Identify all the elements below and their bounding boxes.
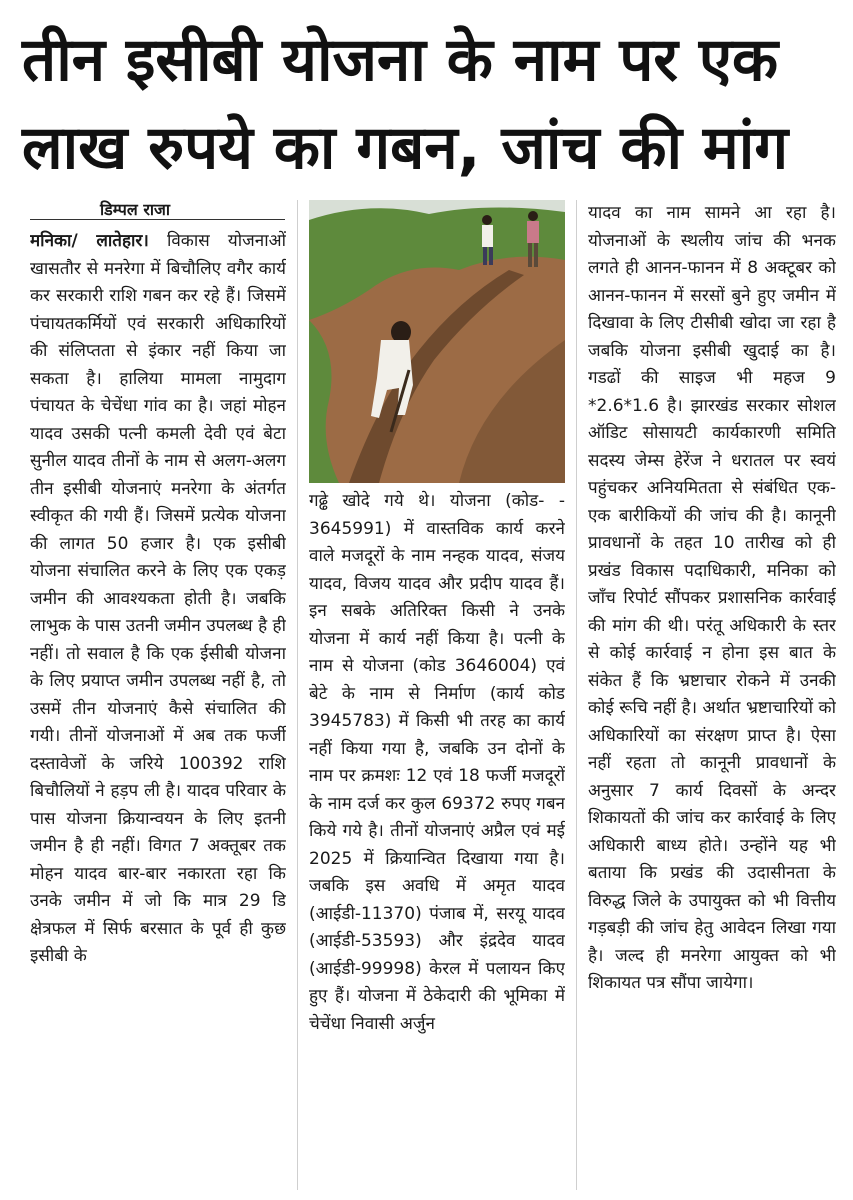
photo-illustration <box>309 200 565 483</box>
byline-rule <box>30 219 285 220</box>
headline-line-2: लाख रुपये का गबन, जांच की मांग <box>22 113 789 183</box>
dateline: मनिका/ लातेहार। <box>30 231 149 251</box>
column-divider-2 <box>576 200 577 1190</box>
article-column-3: यादव का नाम सामने आ रहा है। योजनाओं के स्थलीय जांच की भनक लगते ही आनन-फानन में 8 अक्टूबर को आनन-फानन में सरसों बुने हुए जमीन में दिखावा के लिए टीसीबी खोदा जा रहा है जबकि योजना इसीबी खुदाई का है। गडढों की साइज भी महज 9 *2.6*1.6 है। झारखंड सरकार सोशल ऑडिट सोसायटी कार्यकारणी समिति सदस्य जेम्स हेरेंज ने धरातल पर स्वयं पहुंचकर अनियमितता से संबंधित एक-एक बारीकियों की जांच की है। कानूनी प्रावधानों के तहत 10 तारीख को ही प्रखंड विकास पदाधिकारी, मनिका को जाँच रिपोर्ट सौंपकर प्रशासनिक कार्रवाई की मांग की थी। परंतू अधिकारी के स्तर से कोई कार्रवाई न होना इस बात के संकेत हैं कि भ्रष्टाचार रोकने में उनकी कोई रूचि नहीं है। अर्थात भ्रष्टाचारियों को अधिकारियों का संरक्षण प्राप्त है। ऐसा नहीं रहता तो कानूनी प्रावधानों के अनुसार 7 कार्य दिवसों के अन्दर शिकायतों की जांच कर कार्रवाई के लिए अधिकारी बाध्य होते। उन्होंने यह भी बताया कि प्रखंड की उदासीनता के विरुद्ध जिले के उपायुक्त को भी वित्तीय गड़बड़ी की जांच हेतु आवेदन लिखा गया है। जल्द ही मनरेगा आयुक्त को भी शिकायत पत्र सौंपा जायेगा। <box>588 203 836 993</box>
column-1-text: विकास योजनाओं खासतौर से मनरेगा में बिचौलिए वगैर कार्य कर सरकारी राशि गबन कर रहे हैं। जिसमें पंचायतकर्मियों एवं सरकारी अधिकारियों की संलिप्तता से इंकार नहीं किया जा सकता है। हालिया मामला नामुदाग पंचायत के चेचेंधा गांव का है। जहां मोहन यादव उसकी पत्नी कमली देवी एवं बेटा सुनील यादव तीनों के नाम से अलग-अलग तीन इसीबी योजनाएं मनरेगा के अंतर्गत स्वीकृत की गयी हैं। जिसमें प्रत्येक योजना की लागत 50 हजार है। एक इसीबी योजना संचालित करने के लिए एक एकड़ जमीन की आवश्यकता होती है। जबकि लाभुक के पास उतनी जमीन उपलब्ध है ही नहीं। तो सवाल है कि एक ईसीबी योजना के लिए प्रयाप्त जमीन उपलब्ध नहीं है, तो उसमें तीन योजनाएं कैसे संचालित की गयी। तीनों योजनाओं में अब तक फर्जी दस्तावेजों के जरिये 100392 राशि बिचौलियों ने हड़प ली है। यादव परिवार के पास योजना क्रियान्वयन के लिए इतनी जमीन है ही नहीं। विगत 7 अक्तूबर तक मोहन यादव बार-बार नकारता रहा कि उनके जमीन में जो कि मात्र 29 डि क्षेत्रफल में सिर्फ बरसात के पूर्व ही कुछ इसीबी के <box>30 231 286 966</box>
article-column-1 <box>30 228 286 1194</box>
field-trench-photo <box>309 200 565 483</box>
headline-line-1: तीन इसीबी योजना के नाम पर एक <box>22 25 779 95</box>
column-divider-1 <box>297 200 298 1190</box>
byline: डिम्पल राजा <box>100 200 171 219</box>
article-column-2: गढ्ढे खोदे गये थे। योजना (कोड- - 3645991) में वास्तविक कार्य करने वाले मजदूरों के नाम नन्हक यादव, संजय यादव, विजय यादव और प्रदीप यादव हैं। इन सबके अतिरिक्त किसी ने उनके योजना में कार्य नहीं किया है। पत्नी के नाम से योजना (कोड 3646004) एवं बेटे के नाम से निर्माण (कार्य कोड 3945783) में किसी भी तरह का कार्य नहीं किया गया है, जबकि उन दोनों के नाम पर क्रमशः 12 एवं 18 फर्जी मजदूरों के नाम दर्ज कर कुल 69372 रुपए गबन किये गये है। तीनों योजनाएं अप्रैल एवं मई 2025 में क्रियान्वित दिखाया गया है। जबकि इस अवधि में अमृत यादव (आईडी-11370) पंजाब में, सरयू यादव (आईडी-53593) और इंद्रदेव यादव (आईडी-99998) केरल में पलायन किए हुए हैं। योजना में ठेकेदारी की भूमिका में चेचेंधा निवासी अर्जुन <box>309 491 565 1034</box>
